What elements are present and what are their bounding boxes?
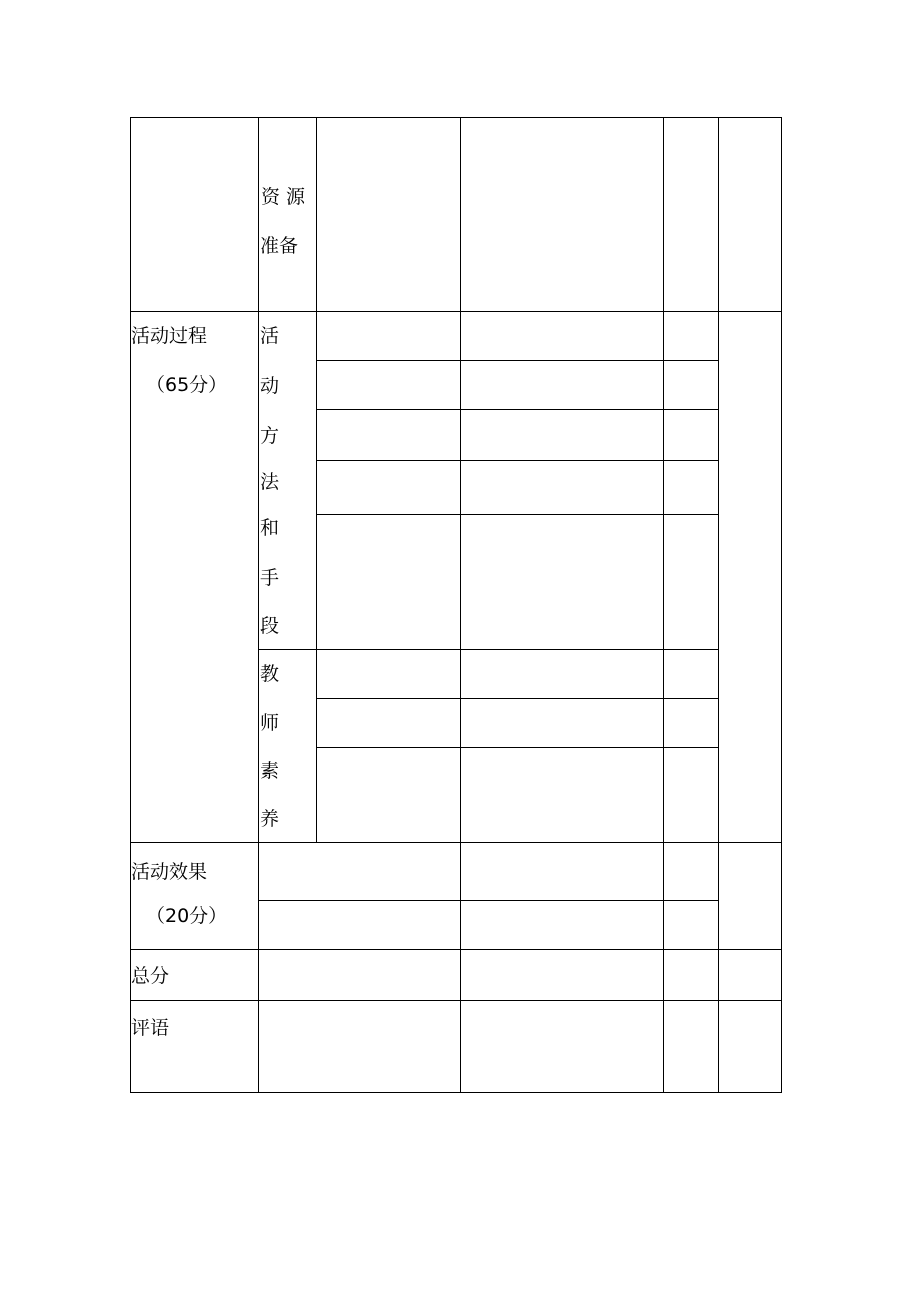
section-line-process-end [130, 842, 782, 843]
col-divider-2 [316, 117, 317, 843]
teacher-label-char: 教 [260, 663, 280, 685]
effect-section-label: 活动效果 [131, 861, 208, 883]
method-label-char: 和 [260, 517, 280, 539]
effect-section-score: （20分） [146, 905, 228, 927]
col-divider-4 [663, 117, 664, 1093]
method-row-line-1 [316, 360, 719, 361]
col-divider-1 [258, 117, 259, 1093]
table-border-top [130, 117, 782, 118]
comment-label: 评语 [131, 1017, 170, 1039]
teacher-label-char: 养 [260, 808, 280, 830]
resource-label-line2: 准备 [260, 235, 299, 257]
teacher-row-line-1 [316, 698, 719, 699]
teacher-label-char: 素 [260, 760, 280, 782]
method-label-char: 手 [260, 567, 280, 589]
table-border-right [781, 117, 782, 1093]
table-border-left [130, 117, 131, 1093]
method-label-char: 段 [260, 615, 280, 637]
col-divider-5 [718, 117, 719, 1093]
table-border-bottom [130, 1092, 782, 1093]
section-line-total-end [130, 1000, 782, 1001]
method-teacher-split [258, 649, 719, 650]
teacher-row-line-2 [316, 747, 719, 748]
method-row-line-2 [316, 409, 719, 410]
method-label-char: 动 [260, 375, 280, 397]
method-label-char: 方 [260, 425, 280, 447]
method-label-char: 法 [260, 471, 280, 493]
teacher-label-char: 师 [260, 712, 280, 734]
process-section-label: 活动过程 [131, 325, 208, 347]
section-line-resource-end [130, 311, 782, 312]
section-line-effect-end [130, 949, 782, 950]
total-score-label: 总分 [131, 965, 170, 987]
method-row-line-3 [316, 460, 719, 461]
process-section-score: （65分） [146, 374, 228, 396]
col-divider-3 [460, 117, 461, 1093]
method-label-char: 活 [260, 325, 280, 347]
method-row-line-4 [316, 514, 719, 515]
resource-label-line1: 资 源 [261, 186, 306, 208]
effect-row-line-1 [258, 900, 719, 901]
